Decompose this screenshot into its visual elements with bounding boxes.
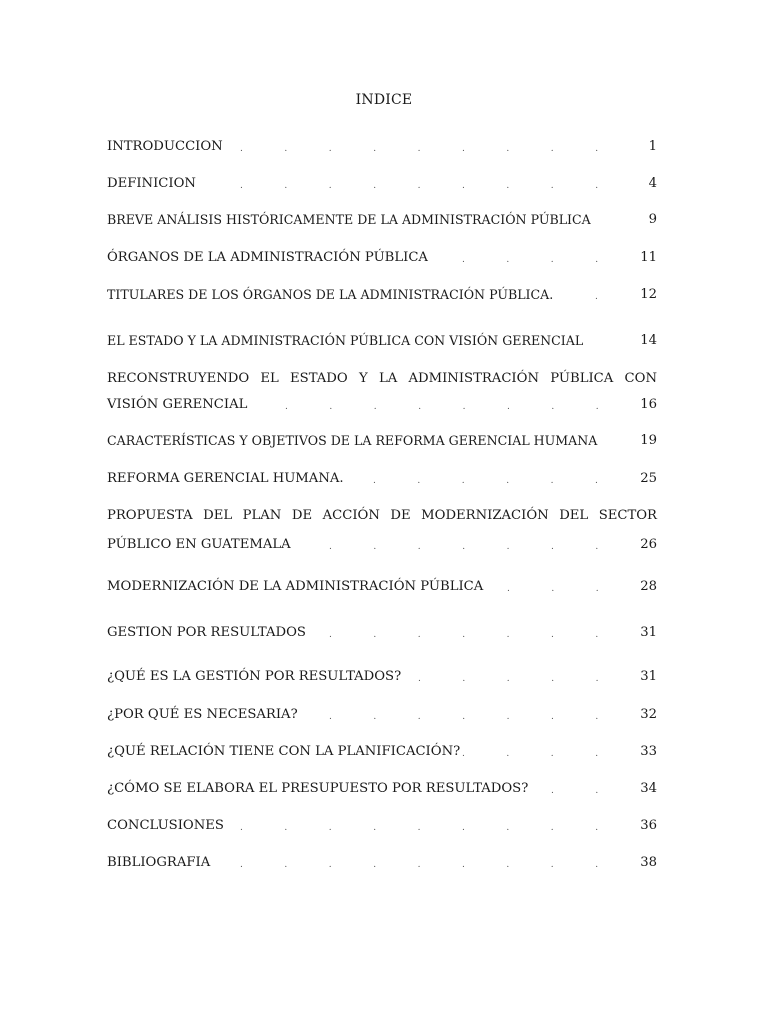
dot-leader (107, 282, 607, 308)
toc-entry-label: MODERNIZACIÓN DE LA ADMINISTRACIÓN PÚBLICA (107, 579, 484, 594)
index-title: INDICE (355, 92, 413, 108)
toc-entry-page: 38 (640, 855, 657, 870)
toc-entry-page: 33 (640, 744, 657, 759)
leader-dot: . (595, 749, 599, 759)
leader-dot: . (462, 402, 466, 412)
toc-entry-page: 14 (640, 333, 657, 348)
leader-dot: . (551, 786, 554, 796)
dot-leader (107, 574, 607, 600)
toc-entry-label: DEFINICION (107, 176, 196, 191)
leader-dot: . (417, 476, 421, 486)
toc-entry-label: REFORMA GERENCIAL HUMANA. (107, 471, 344, 486)
leader-dot: . (462, 712, 466, 722)
dot-leader (107, 664, 607, 690)
toc-entry-modernizacion[interactable] (107, 574, 657, 600)
leader-dot: . (417, 144, 421, 154)
dot-leader (107, 466, 607, 492)
leader-dot: . (551, 584, 555, 594)
leader-dot: . (373, 181, 377, 191)
toc-entry-label: ¿QUÉ RELACIÓN TIENE CON LA PLANIFICACIÓN? (107, 744, 461, 759)
toc-entry-page: 31 (640, 669, 657, 684)
leader-dot: . (595, 712, 599, 722)
leader-dot: . (329, 630, 332, 640)
toc-entry-label-line1: PROPUESTA DEL PLAN DE ACCIÓN DE MODERNIZACIÓN DEL SECTOR (107, 508, 657, 523)
leader-dot: . (329, 402, 333, 412)
toc-entry-reconstruyendo[interactable] (107, 366, 657, 418)
leader-dot: . (417, 181, 421, 191)
toc-entry-titulares[interactable] (107, 282, 657, 308)
leader-dot: . (595, 542, 599, 552)
leader-dot: . (550, 860, 554, 870)
dot-leader (107, 134, 607, 160)
dot-leader (107, 702, 607, 728)
leader-dot: . (595, 630, 599, 640)
toc-entry-definicion[interactable] (107, 171, 657, 197)
leader-dot: . (462, 144, 465, 154)
leader-dot: . (373, 144, 377, 154)
leader-dot: . (462, 181, 465, 191)
leader-dot: . (507, 584, 510, 594)
toc-entry-organos[interactable] (107, 245, 657, 271)
leader-dot: . (506, 712, 510, 722)
leader-dot: . (506, 255, 510, 265)
leader-dot: . (328, 181, 332, 191)
leader-dot: . (418, 402, 422, 412)
toc-entry-que-es[interactable] (107, 664, 657, 690)
leader-dot: . (462, 823, 465, 833)
leader-dot: . (284, 823, 288, 833)
leader-dot: . (240, 860, 243, 870)
leader-dot: . (506, 476, 510, 486)
leader-dot: . (328, 860, 332, 870)
leader-dot: . (418, 674, 421, 684)
dot-leader (107, 776, 607, 802)
leader-dot: . (417, 542, 421, 552)
leader-dot: . (328, 823, 332, 833)
toc-entry-bibliografia[interactable] (107, 850, 657, 876)
leader-dot: . (329, 712, 332, 722)
leader-dot: . (284, 144, 288, 154)
toc-entry-page: 32 (640, 707, 657, 722)
leader-dot: . (240, 823, 243, 833)
leader-dot: . (551, 402, 555, 412)
leader-dot: . (462, 674, 466, 684)
toc-entry-label: TITULARES DE LOS ÓRGANOS DE LA ADMINISTRACIÓN PÚBLICA. (107, 287, 554, 302)
toc-entry-label: INTRODUCCION (107, 139, 223, 154)
leader-dot: . (595, 292, 598, 302)
dot-leader (107, 245, 607, 271)
leader-dot: . (506, 860, 510, 870)
leader-dot: . (462, 749, 465, 759)
toc-entry-page: 12 (640, 287, 657, 302)
leader-dot: . (550, 476, 554, 486)
toc-entry-como-se-elabora[interactable] (107, 776, 657, 802)
toc-entry-page: 11 (640, 250, 657, 265)
leader-dot: . (506, 749, 510, 759)
leader-dot: . (373, 630, 377, 640)
toc-entry-label: ¿QUÉ ES LA GESTIÓN POR RESULTADOS? (107, 669, 402, 684)
toc-entry-gestion[interactable] (107, 620, 657, 646)
toc-entry-conclusiones[interactable] (107, 813, 657, 839)
leader-dot: . (595, 255, 599, 265)
dot-leader (107, 171, 607, 197)
leader-dot: . (550, 181, 554, 191)
toc-entry-page: 28 (640, 579, 657, 594)
leader-dot: . (328, 144, 332, 154)
toc-entry-label: ¿POR QUÉ ES NECESARIA? (107, 707, 298, 722)
leader-dot: . (595, 584, 599, 594)
dot-leader (107, 392, 607, 418)
leader-dot: . (595, 860, 599, 870)
leader-dot: . (417, 712, 421, 722)
leader-dot: . (329, 542, 332, 552)
toc-entry-page: 9 (648, 212, 657, 227)
toc-entry-label: ÓRGANOS DE LA ADMINISTRACIÓN PÚBLICA (107, 250, 428, 265)
toc-entry-page: 1 (648, 139, 657, 154)
toc-entry-page: 26 (640, 537, 657, 552)
toc-entry-por-que[interactable] (107, 702, 657, 728)
toc-entry-page: 34 (640, 781, 657, 796)
leader-dot: . (373, 860, 377, 870)
leader-dot: . (417, 823, 421, 833)
leader-dot: . (551, 542, 554, 552)
leader-dot: . (550, 144, 554, 154)
toc-entry-propuesta[interactable] (107, 503, 657, 558)
toc-entry-label-line2: VISIÓN GERENCIAL (107, 397, 248, 412)
leader-dot: . (550, 255, 554, 265)
leader-dot: . (595, 476, 598, 486)
toc-entry-label: BREVE ANÁLISIS HISTÓRICAMENTE DE LA ADMINISTRACIÓN PÚBLICA (107, 212, 591, 227)
toc-entry-label: EL ESTADO Y LA ADMINISTRACIÓN PÚBLICA CON VISIÓN GERENCIAL (107, 333, 584, 348)
leader-dot: . (595, 144, 599, 154)
toc-entry-page: 19 (640, 433, 657, 448)
toc-entry-breve-analisis[interactable] (107, 207, 657, 233)
leader-dot: . (551, 674, 555, 684)
toc-entry-label: CONCLUSIONES (107, 818, 224, 833)
toc-entry-page: 4 (648, 176, 657, 191)
dot-leader (107, 620, 607, 646)
leader-dot: . (240, 144, 243, 154)
leader-dot: . (506, 181, 510, 191)
dot-leader (107, 850, 607, 876)
leader-dot: . (550, 823, 554, 833)
toc-entry-page: 16 (640, 397, 657, 412)
leader-dot: . (284, 181, 288, 191)
leader-dot: . (240, 181, 243, 191)
toc-entry-que-relacion[interactable] (107, 739, 657, 765)
leader-dot: . (506, 542, 510, 552)
leader-dot: . (417, 630, 421, 640)
toc-entry-reforma[interactable] (107, 466, 657, 492)
leader-dot: . (373, 476, 376, 486)
leader-dot: . (595, 786, 599, 796)
toc-entry-label: GESTION POR RESULTADOS (107, 625, 306, 640)
leader-dot: . (462, 255, 465, 265)
toc-entry-el-estado[interactable] (107, 328, 657, 354)
toc-entry-label: BIBLIOGRAFIA (107, 855, 211, 870)
dot-leader (107, 813, 607, 839)
leader-dot: . (417, 860, 421, 870)
leader-dot: . (551, 712, 554, 722)
toc-entry-label-line2: PÚBLICO EN GUATEMALA (107, 537, 291, 552)
leader-dot: . (506, 823, 510, 833)
toc-entry-page: 36 (640, 818, 657, 833)
dot-leader (107, 532, 607, 558)
toc-entry-label: ¿CÓMO SE ELABORA EL PRESUPUESTO POR RESULTADOS? (107, 781, 529, 796)
toc-entry-page: 25 (640, 471, 657, 486)
toc-entry-label: CARACTERÍSTICAS Y OBJETIVOS DE LA REFORMA GERENCIAL HUMANA (107, 433, 598, 448)
leader-dot: . (506, 630, 510, 640)
leader-dot: . (551, 630, 554, 640)
leader-dot: . (595, 674, 599, 684)
leader-dot: . (373, 712, 377, 722)
leader-dot: . (461, 476, 465, 486)
leader-dot: . (506, 144, 510, 154)
toc-entry-label-line1: RECONSTRUYENDO EL ESTADO Y LA ADMINISTRACIÓN PÚBLICA CON (107, 371, 657, 386)
toc-entry-page: 31 (640, 625, 657, 640)
leader-dot: . (462, 542, 466, 552)
leader-dot: . (285, 402, 288, 412)
toc-entry-introduccion[interactable] (107, 134, 657, 160)
leader-dot: . (507, 402, 510, 412)
leader-dot: . (373, 402, 377, 412)
leader-dot: . (462, 860, 465, 870)
leader-dot: . (506, 674, 510, 684)
leader-dot: . (595, 181, 599, 191)
toc-entry-caracteristicas[interactable] (107, 428, 657, 454)
leader-dot: . (373, 823, 377, 833)
leader-dot: . (284, 860, 288, 870)
leader-dot: . (595, 823, 599, 833)
leader-dot: . (550, 749, 554, 759)
leader-dot: . (462, 630, 466, 640)
dot-leader (107, 739, 607, 765)
leader-dot: . (595, 402, 599, 412)
leader-dot: . (373, 542, 377, 552)
